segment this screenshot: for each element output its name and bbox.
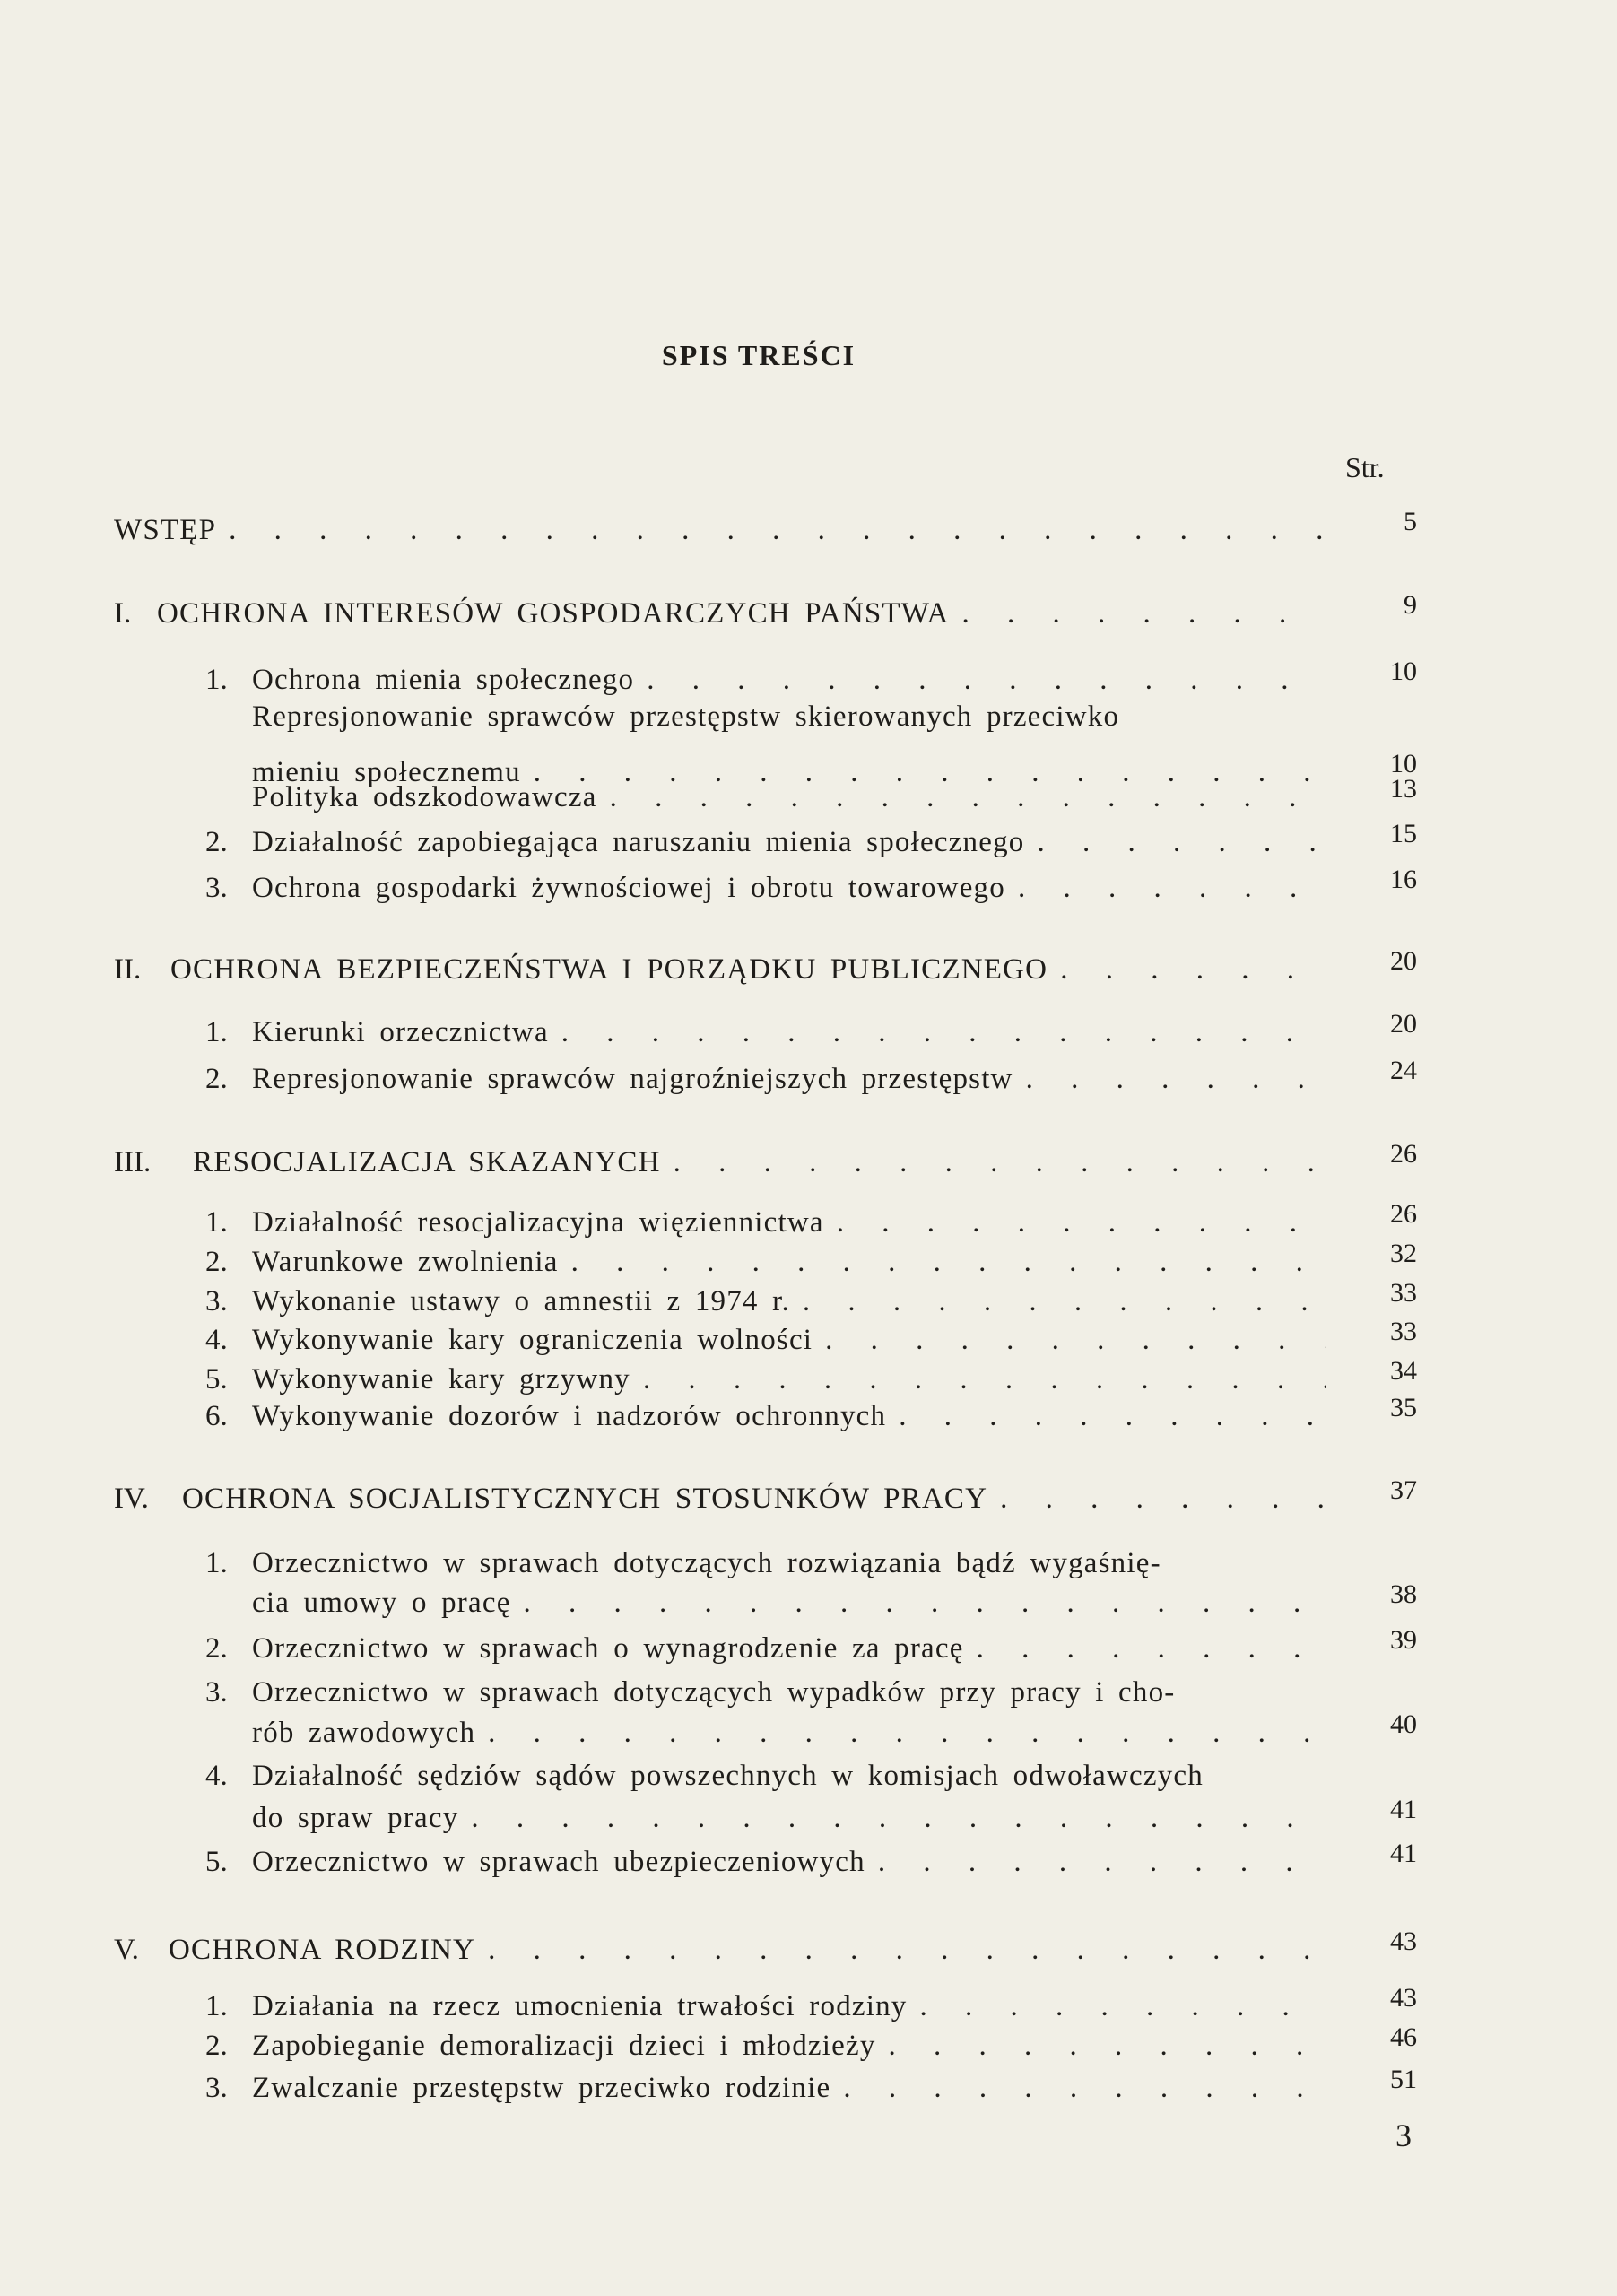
page-column-label: Str. — [1345, 451, 1385, 483]
entry-number: V. — [114, 1934, 139, 1966]
entry-number: II. — [114, 953, 142, 986]
entry-page: 46 — [1390, 2022, 1417, 2052]
entry-title: Zapobieganie demoralizacji dzieci i młodzieży — [252, 2030, 876, 2062]
entry-title: Wykonanie ustawy o amnestii z 1974 r. — [252, 1285, 790, 1318]
entry-page: 20 — [1390, 1009, 1417, 1039]
toc-entry[interactable] — [157, 597, 1326, 631]
entry-title: Orzecznictwo w sprawach dotyczących rozwiązania bądź wygaśnię- — [252, 1547, 1161, 1579]
entry-title: Wykonywanie dozorów i nadzorów ochronnych — [252, 1400, 887, 1432]
entry-title: Represjonowanie sprawców przestępstw skierowanych przeciwko — [252, 700, 1120, 733]
entry-title: Ochrona gospodarki żywnościowej i obrotu towarowego — [252, 872, 1005, 904]
dot-leader — [920, 1990, 1326, 2023]
toc-entry[interactable] — [252, 1285, 1326, 1318]
dot-leader — [571, 1246, 1326, 1279]
dot-leader — [647, 664, 1326, 697]
entry-page: 33 — [1390, 1317, 1417, 1346]
entry-number: 2. — [205, 1632, 228, 1665]
toc-entry-continuation[interactable] — [252, 1802, 1326, 1835]
entry-page: 5 — [1404, 507, 1417, 536]
entry-title: Działania na rzecz umocnienia trwałości rodziny — [252, 1990, 908, 2022]
entry-number: 2. — [205, 2030, 228, 2062]
entry-page: 41 — [1390, 1795, 1417, 1824]
entry-title: Wykonywanie kary grzywny — [252, 1363, 630, 1396]
entry-number: 1. — [205, 1547, 228, 1579]
toc-entry[interactable] — [114, 514, 1326, 547]
entry-page: 13 — [1390, 774, 1417, 804]
page-number: 3 — [1395, 2118, 1412, 2153]
toc-entry-continuation[interactable] — [252, 1717, 1326, 1750]
entry-page: 33 — [1390, 1278, 1417, 1308]
toc-entry[interactable] — [252, 1063, 1326, 1096]
toc-entry[interactable] — [252, 826, 1326, 859]
toc-entry[interactable] — [182, 1483, 1326, 1516]
dot-leader — [1037, 826, 1326, 859]
entry-number: 3. — [205, 872, 228, 904]
toc-entry[interactable] — [252, 1632, 1326, 1665]
entry-number: I. — [114, 597, 132, 630]
dot-leader — [889, 2030, 1326, 2063]
entry-number: 1. — [205, 1990, 228, 2022]
toc-entry[interactable] — [252, 1246, 1326, 1279]
toc-entry[interactable] — [252, 1324, 1326, 1357]
entry-page: 43 — [1390, 1983, 1417, 2013]
entry-title: Wykonywanie kary ograniczenia wolności — [252, 1324, 813, 1356]
entry-number: 2. — [205, 826, 228, 858]
toc-entry[interactable] — [252, 700, 1326, 734]
dot-leader — [1018, 872, 1326, 905]
dot-leader — [843, 2072, 1326, 2105]
toc-entry[interactable] — [252, 1363, 1326, 1396]
dot-leader — [488, 1717, 1326, 1750]
entry-title: Działalność sędziów sądów powszechnych w komisjach odwoławczych — [252, 1760, 1204, 1792]
entry-number: 5. — [205, 1363, 228, 1396]
toc-entry[interactable] — [252, 1676, 1326, 1709]
entry-page: 10 — [1390, 657, 1417, 686]
dot-leader — [878, 1846, 1326, 1879]
entry-page: 32 — [1390, 1239, 1417, 1268]
entry-title: Represjonowanie sprawców najgroźniejszych przestępstw — [252, 1063, 1013, 1095]
entry-title: Ochrona mienia społecznego — [252, 664, 635, 696]
entry-number: 4. — [205, 1760, 228, 1792]
entry-title: Zwalczanie przestępstw przeciwko rodzinie — [252, 2072, 831, 2104]
entry-number: 2. — [205, 1246, 228, 1278]
dot-leader — [674, 1146, 1326, 1179]
entry-page: 38 — [1390, 1579, 1417, 1609]
dot-leader — [961, 597, 1326, 631]
dot-leader — [229, 514, 1326, 547]
toc-entry[interactable] — [252, 1206, 1326, 1239]
dot-leader — [643, 1363, 1326, 1396]
entry-page: 10 — [1390, 749, 1417, 778]
entry-page: 26 — [1390, 1139, 1417, 1169]
entry-page: 15 — [1390, 819, 1417, 848]
entry-number: 3. — [205, 1285, 228, 1318]
entry-title: Orzecznictwo w sprawach ubezpieczeniowych — [252, 1846, 865, 1878]
entry-number: 1. — [205, 1206, 228, 1239]
dot-leader — [899, 1400, 1326, 1433]
entry-title-continuation: rób zawodowych — [252, 1717, 476, 1749]
toc-entry[interactable] — [252, 1400, 1326, 1433]
entry-page: 34 — [1390, 1356, 1417, 1386]
entry-title-continuation: do spraw pracy — [252, 1802, 459, 1834]
entry-number: 5. — [205, 1846, 228, 1878]
entry-page: 41 — [1390, 1839, 1417, 1868]
entry-title: Warunkowe zwolnienia — [252, 1246, 559, 1278]
dot-leader — [803, 1285, 1326, 1318]
entry-title: OCHRONA RODZINY — [169, 1934, 476, 1966]
entry-title: OCHRONA SOCJALISTYCZNYCH STOSUNKÓW PRACY — [182, 1483, 988, 1515]
entry-page: 40 — [1390, 1709, 1417, 1739]
toc-entry[interactable] — [169, 1934, 1326, 1967]
dot-leader — [561, 1016, 1326, 1049]
toc-entry[interactable] — [252, 872, 1326, 905]
entry-page: 39 — [1390, 1625, 1417, 1655]
entry-number: 4. — [205, 1324, 228, 1356]
dot-leader — [471, 1802, 1326, 1835]
entry-number: IV. — [114, 1483, 149, 1515]
entry-page: 24 — [1390, 1056, 1417, 1085]
entry-number: 6. — [205, 1400, 228, 1432]
toc-entry[interactable] — [252, 664, 1326, 697]
entry-title: OCHRONA INTERESÓW GOSPODARCZYCH PAŃSTWA — [157, 597, 950, 630]
entry-page: 9 — [1404, 590, 1417, 620]
dot-leader — [977, 1632, 1326, 1665]
entry-title: Orzecznictwo w sprawach dotyczących wypadków przy pracy i cho- — [252, 1676, 1176, 1709]
entry-title: Orzecznictwo w sprawach o wynagrodzenie za pracę — [252, 1632, 964, 1665]
entry-page: 26 — [1390, 1199, 1417, 1229]
entry-title: OCHRONA BEZPIECZEŃSTWA I PORZĄDKU PUBLICZNEGO — [170, 953, 1048, 986]
entry-title: Polityka odszkodowawcza — [252, 781, 597, 813]
entry-page: 16 — [1390, 865, 1417, 894]
dot-leader — [1026, 1063, 1326, 1096]
toc-entry[interactable] — [252, 1990, 1326, 2023]
entry-title: Kierunki orzecznictwa — [252, 1016, 549, 1048]
entry-number: 3. — [205, 1676, 228, 1709]
entry-page: 20 — [1390, 946, 1417, 976]
toc-entry[interactable] — [252, 1547, 1326, 1580]
toc-entry-continuation[interactable] — [252, 1587, 1326, 1620]
dot-leader — [825, 1324, 1326, 1357]
entry-number: 2. — [205, 1063, 228, 1095]
entry-number: III. — [114, 1146, 152, 1178]
entry-title-continuation: cia umowy o pracę — [252, 1587, 511, 1619]
entry-title-continuation: mieniu społecznemu — [252, 756, 521, 788]
entry-number: 1. — [205, 664, 228, 696]
entry-title: RESOCJALIZACJA SKAZANYCH — [193, 1146, 661, 1178]
toc-entry[interactable] — [252, 2030, 1326, 2063]
entry-number: 1. — [205, 1016, 228, 1048]
dot-leader — [610, 781, 1326, 814]
entry-title: Działalność zapobiegająca naruszaniu mienia społecznego — [252, 826, 1025, 858]
dot-leader — [488, 1934, 1326, 1967]
toc-entry[interactable] — [252, 781, 1326, 814]
toc-entry[interactable] — [170, 953, 1326, 987]
dot-leader — [524, 1587, 1326, 1620]
page-title: SPIS TREŚCI — [661, 339, 856, 371]
entry-number: 3. — [205, 2072, 228, 2104]
toc-entry[interactable] — [252, 1760, 1326, 1793]
entry-page: 35 — [1390, 1393, 1417, 1422]
entry-title: Działalność resocjalizacyjna więziennictwa — [252, 1206, 824, 1239]
toc-entry[interactable] — [252, 1846, 1326, 1879]
toc-entry[interactable] — [252, 1016, 1326, 1049]
toc-entry[interactable] — [252, 2072, 1326, 2105]
toc-entry[interactable] — [193, 1146, 1326, 1179]
entry-page: 37 — [1390, 1475, 1417, 1505]
entry-page: 51 — [1390, 2065, 1417, 2094]
dot-leader — [1060, 953, 1326, 987]
entry-title: WSTĘP — [114, 514, 217, 546]
dot-leader — [1000, 1483, 1326, 1516]
dot-leader — [837, 1206, 1326, 1239]
entry-page: 43 — [1390, 1926, 1417, 1956]
